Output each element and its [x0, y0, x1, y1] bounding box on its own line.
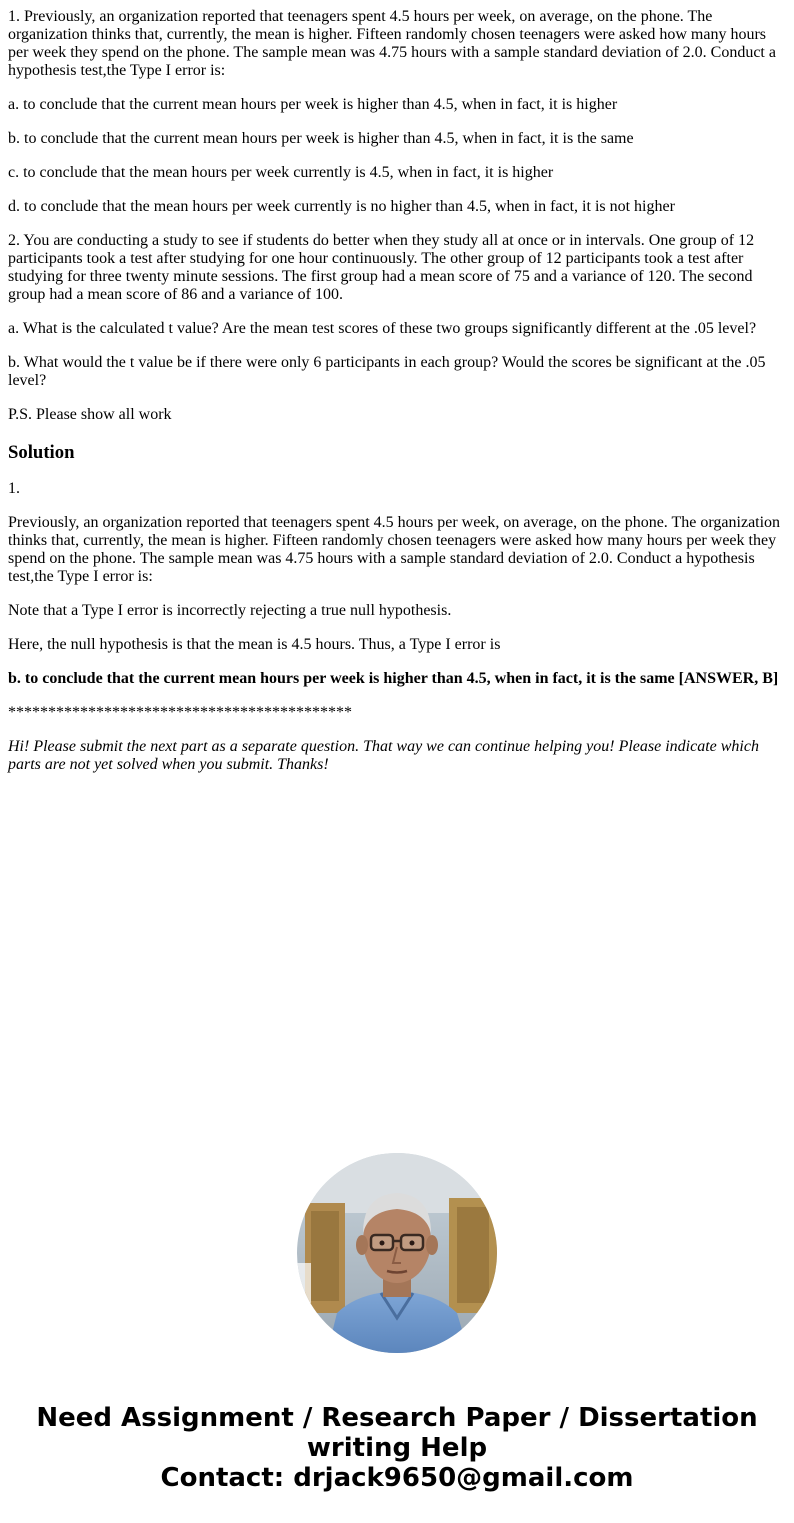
solution-restated-question: Previously, an organization reported that teenagers spent 4.5 hours per week, on average, on the phone. The organization thinks that, currently, the mean is higher. Fifteen randomly chosen teenagers were asked how many hours per week they spend on the phone. The sample mean was 4.75 hours with a sample standard deviation of 2.0. Conduct a hypothesis test,the Type I error is:: [8, 514, 781, 585]
promo-line-2: writing Help: [306, 1433, 488, 1463]
closing-note: Hi! Please submit the next part as a separate question. That way we can continue helping you! Please indicate which parts are not yet solved when you submit. Thanks!: [8, 738, 759, 773]
question-1-option-d: d. to conclude that the mean hours per week currently is no higher than 4.5, when in fact, it is not higher: [8, 198, 675, 215]
question-2-part-b: b. What would the t value be if there were only 6 participants in each group? Would the scores be significant at the .05 level?: [8, 354, 766, 389]
question-1-option-c: c. to conclude that the mean hours per week currently is 4.5, when in fact, it is higher: [8, 164, 554, 181]
question-1-option-b: b. to conclude that the current mean hours per week is higher than 4.5, when in fact, it is the same: [8, 130, 634, 147]
tutor-avatar: [297, 1153, 497, 1353]
question-1-text: 1. Previously, an organization reported that teenagers spent 4.5 hours per week, on average, on the phone. The organization thinks that, currently, the mean is higher. Fifteen randomly chosen teenagers were asked how many hours per week they spend on the phone. The sample mean was 4.75 hours with a sample standard deviation of 2.0. Conduct a hypothesis test,the Type I error is:: [8, 8, 776, 79]
solution-heading: Solution: [8, 442, 75, 463]
solution-note: Note that a Type I error is incorrectly rejecting a true null hypothesis.: [8, 602, 452, 619]
tutor-portrait-icon: [297, 1153, 497, 1353]
document-body: [8, 8, 784, 790]
postscript: P.S. Please show all work: [8, 406, 172, 423]
separator: *******************************************: [8, 704, 352, 721]
solution-number: 1.: [8, 480, 20, 497]
promo-contact: Contact: drjack9650@gmail.com: [160, 1463, 634, 1493]
question-2-part-a: a. What is the calculated t value? Are the mean test scores of these two groups significantly different at the .05 level?: [8, 320, 757, 337]
promo-line-1: Need Assignment / Research Paper / Dissertation: [36, 1403, 758, 1433]
promo-banner: [0, 1403, 794, 1493]
solution-explanation: Here, the null hypothesis is that the mean is 4.5 hours. Thus, a Type I error is: [8, 636, 501, 653]
question-2-text: 2. You are conducting a study to see if students do better when they study all at once or in intervals. One group of 12 participants took a test after studying for one hour continuously. The other group of 12 participants took a test after studying for three twenty minute sessions. The first group had a mean score of 75 and a variance of 120. The second group had a mean score of 86 and a variance of 100.: [8, 232, 755, 303]
question-1-option-a: a. to conclude that the current mean hours per week is higher than 4.5, when in fact, it is higher: [8, 96, 618, 113]
solution-answer: b. to conclude that the current mean hours per week is higher than 4.5, when in fact, it is the same [ANSWER, B]: [8, 670, 779, 687]
